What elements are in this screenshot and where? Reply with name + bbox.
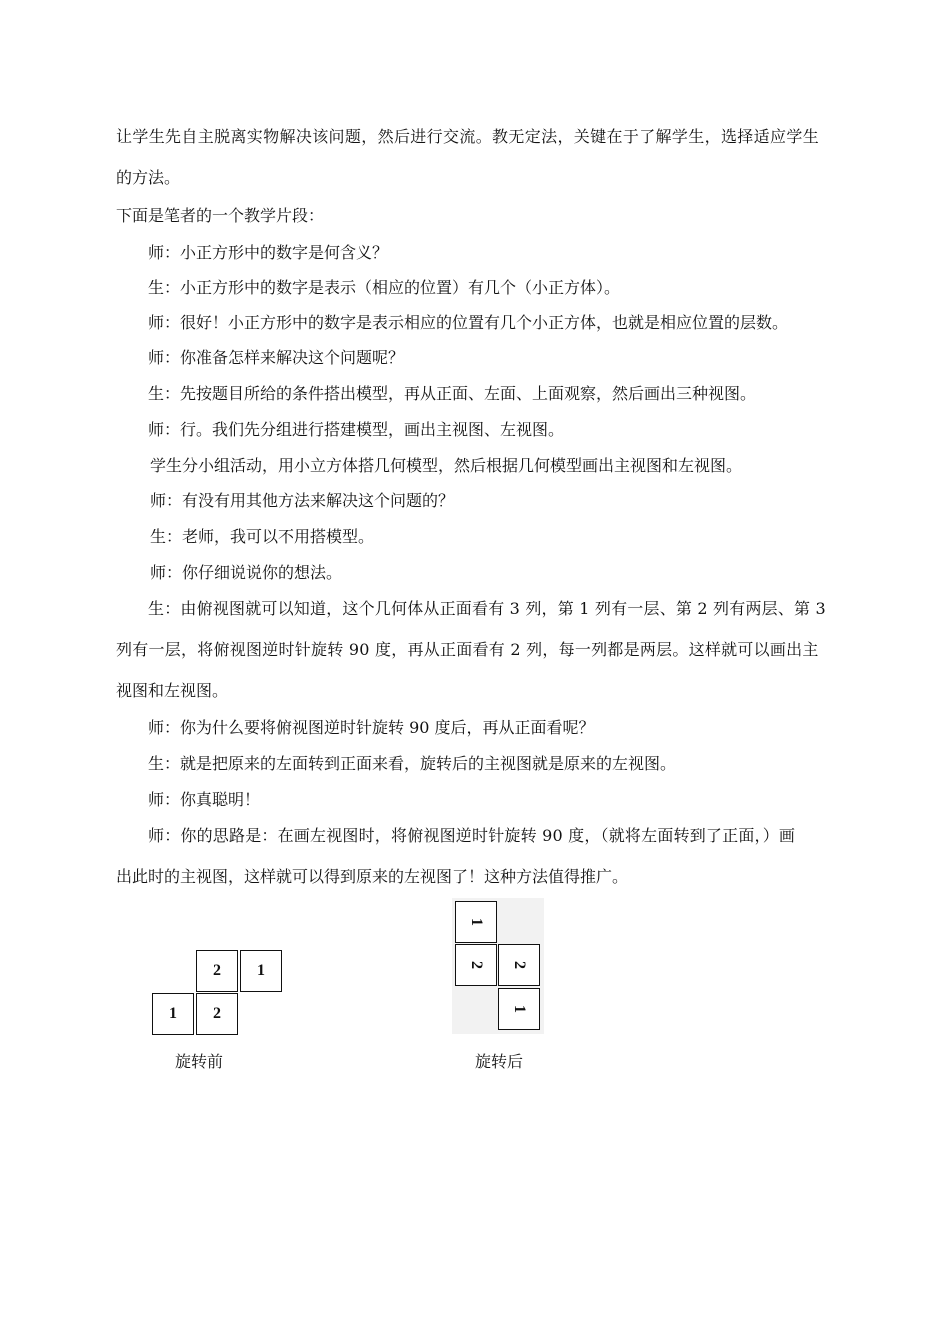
dialogue-line: 生：由俯视图就可以知道，这个几何体从正面看有 3 列，第 1 列有一层、第 2 列有两层、第 3 <box>148 599 826 618</box>
rotated-digit: 2 <box>468 961 485 969</box>
paragraph-line: 视图和左视图。 <box>116 681 229 700</box>
dialogue-line: 师：小正方形中的数字是何含义？ <box>148 243 389 262</box>
dialogue-line: 生：老师，我可以不用搭模型。 <box>150 527 375 546</box>
dialogue-line: 师：你的思路是：在画左视图时，将俯视图逆时针旋转 90 度，（就将左面转到了正面，）画 <box>148 826 796 845</box>
caption-after: 旋转后 <box>475 1052 524 1071</box>
dialogue-line: 师：有没有用其他方法来解决这个问题的？ <box>150 491 455 510</box>
dialogue-line: 师：行。我们先分组进行搭建模型，画出主视图、左视图。 <box>148 420 565 439</box>
grid-cell <box>498 988 540 1030</box>
dialogue-line: 生：就是把原来的左面转到正面来看，旋转后的主视图就是原来的左视图。 <box>148 754 677 773</box>
dialogue-line: 师：你为什么要将俯视图逆时针旋转 90 度后，再从正面看呢？ <box>148 718 595 737</box>
grid-cell <box>455 944 497 986</box>
paragraph-line-1: 让学生先自主脱离实物解决该问题，然后进行交流。教无定法，关键在于了解学生，选择适应学生 <box>116 127 820 146</box>
dialogue-line: 师：你仔细说说你的想法。 <box>150 563 343 582</box>
paragraph-line: 出此时的主视图，这样就可以得到原来的左视图了！这种方法值得推广。 <box>116 867 629 886</box>
rotated-digit: 1 <box>468 918 485 926</box>
dialogue-line: 师：你准备怎样来解决这个问题呢？ <box>148 348 405 367</box>
dialogue-line: 师：很好！小正方形中的数字是表示相应的位置有几个小正方体，也就是相应位置的层数。 <box>148 313 789 332</box>
grid-cell: 2 <box>196 950 238 992</box>
paragraph-line: 列有一层，将俯视图逆时针旋转 90 度，再从正面看有 2 列，每一列都是两层。这样就可以画出主 <box>116 640 819 659</box>
caption-before: 旋转前 <box>175 1052 224 1071</box>
dialogue-line: 师：你真聪明！ <box>148 790 261 809</box>
grid-cell: 1 <box>240 950 282 992</box>
grid-cell: 1 <box>152 993 194 1035</box>
grid-cell: 2 <box>196 993 238 1035</box>
paragraph-line-2: 的方法。 <box>116 168 181 187</box>
dialogue-line: 生：先按题目所给的条件搭出模型，再从正面、左面、上面观察，然后画出三种视图。 <box>148 384 757 403</box>
paragraph-line-3: 下面是笔者的一个教学片段： <box>116 206 325 225</box>
grid-cell <box>498 944 540 986</box>
rotated-digit: 2 <box>511 961 528 969</box>
grid-cell <box>455 901 497 943</box>
dialogue-line: 生：小正方形中的数字是表示（相应的位置）有几个（小正方体）。 <box>148 278 621 297</box>
rotated-digit: 1 <box>511 1005 528 1013</box>
narration-line: 学生分小组活动，用小立方体搭几何模型，然后根据几何模型画出主视图和左视图。 <box>150 456 743 475</box>
